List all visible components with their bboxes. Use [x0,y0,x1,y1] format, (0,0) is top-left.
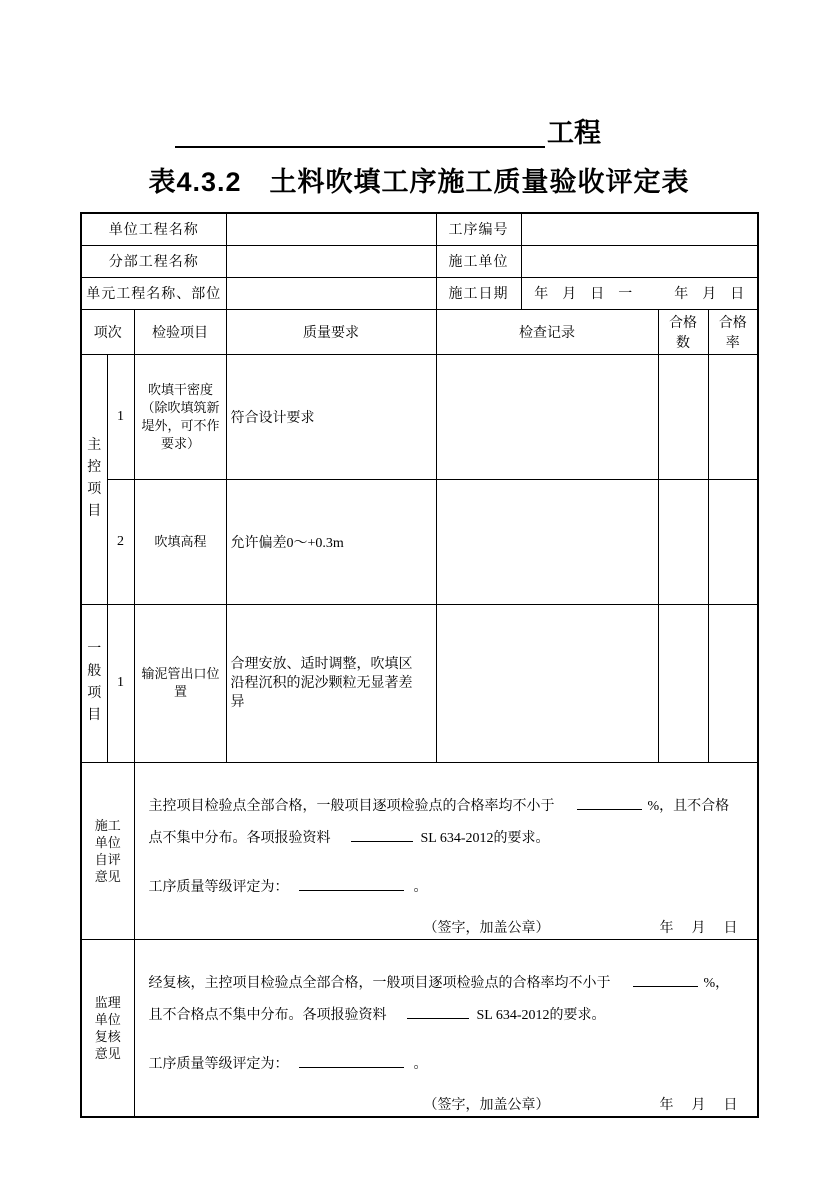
self-assessment-line2: 点不集中分布。各项报验资料 SL 634-2012的要求。 [149,827,744,849]
pass-rate-blank[interactable] [633,972,698,987]
col-header-index: 项次 [81,309,134,354]
element-project-label: 单元工程名称、部位 [81,277,226,309]
contractor-label: 施工单位 [436,245,521,277]
review-line1: 经复核，主控项目检验点全部合格，一般项目逐项检验点的合格率均不小于 %， [149,972,744,994]
inspection-item: 吹填干密度（除吹填筑新堤外，可不作要求） [134,354,226,479]
review-section [81,939,758,1117]
contractor-value[interactable] [521,245,758,277]
table-row [81,354,758,479]
row-number: 2 [107,479,134,604]
main-items-group-label: 主控项目 [81,354,107,604]
signature-date[interactable]: 年 月 日 [659,920,740,936]
review-grade-line: 工序质量等级评定为： 。 [149,1053,744,1075]
grade-blank[interactable] [299,876,404,891]
inspection-item: 吹填高程 [134,479,226,604]
qualified-rate-cell[interactable] [708,604,758,762]
process-number-value[interactable] [521,213,758,245]
signature-seal-label: （签字，加盖公章） [423,1097,550,1113]
construction-date-value[interactable]: 年 月 日 一 年 月 日 [521,277,758,309]
signature-seal-label: （签字，加盖公章） [423,920,550,936]
self-assessment-section [81,762,758,939]
self-assessment-grade-line: 工序质量等级评定为： 。 [149,876,744,898]
table-row [81,479,758,604]
quality-requirement: 符合设计要求 [226,354,436,479]
col-header-qualified-rate: 合格率 [708,309,758,354]
col-header-qualified-count: 合格数 [658,309,708,354]
element-project-value[interactable] [226,277,436,309]
grade-blank[interactable] [299,1053,404,1068]
col-header-record: 检查记录 [436,309,658,354]
review-signature-line [149,1096,744,1116]
inspection-record-cell[interactable] [436,354,658,479]
acceptance-form-table [80,212,759,1118]
quality-requirement: 合理安放、适时调整，吹填区沿程沉积的泥沙颗粒无显著差异 [226,604,436,762]
page-title: 表4.3.2 土料吹填工序施工质量验收评定表 [148,167,690,197]
self-assessment-line1: 主控项目检验点全部合格，一般项目逐项检验点的合格率均不小于 %，且不合格 [149,795,744,817]
inspection-item: 输泥管出口位置 [134,604,226,762]
self-assessment-content [134,762,758,939]
project-suffix-label: 工程 [547,118,601,148]
inspection-record-cell[interactable] [436,604,658,762]
materials-blank[interactable] [407,1004,469,1019]
col-header-item: 检验项目 [134,309,226,354]
pass-rate-blank[interactable] [577,795,642,810]
division-project-value[interactable] [226,245,436,277]
project-name-blank[interactable] [175,146,545,148]
process-number-label: 工序编号 [436,213,521,245]
division-project-label: 分部工程名称 [81,245,226,277]
table-row [81,604,758,762]
qualified-count-cell[interactable] [658,354,708,479]
general-items-group-label: 一般项目 [81,604,107,762]
materials-blank[interactable] [351,827,413,842]
unit-project-label: 单位工程名称 [81,213,226,245]
review-content [134,939,758,1117]
inspection-record-cell[interactable] [436,479,658,604]
construction-date-label: 施工日期 [436,277,521,309]
review-section-label: 监理单位复核意见 [81,939,134,1117]
review-line2: 且不合格点不集中分布。各项报验资料 SL 634-2012的要求。 [149,1004,744,1026]
qualified-count-cell[interactable] [658,604,708,762]
signature-date[interactable]: 年 月 日 [659,1097,740,1113]
unit-project-value[interactable] [226,213,436,245]
self-assessment-section-label: 施工单位自评意见 [81,762,134,939]
self-assessment-signature-line [149,919,744,939]
row-number: 1 [107,354,134,479]
qualified-rate-cell[interactable] [708,479,758,604]
col-header-requirement: 质量要求 [226,309,436,354]
qualified-rate-cell[interactable] [708,354,758,479]
quality-requirement: 允许偏差0～+0.3m [226,479,436,604]
qualified-count-cell[interactable] [658,479,708,604]
row-number: 1 [107,604,134,762]
